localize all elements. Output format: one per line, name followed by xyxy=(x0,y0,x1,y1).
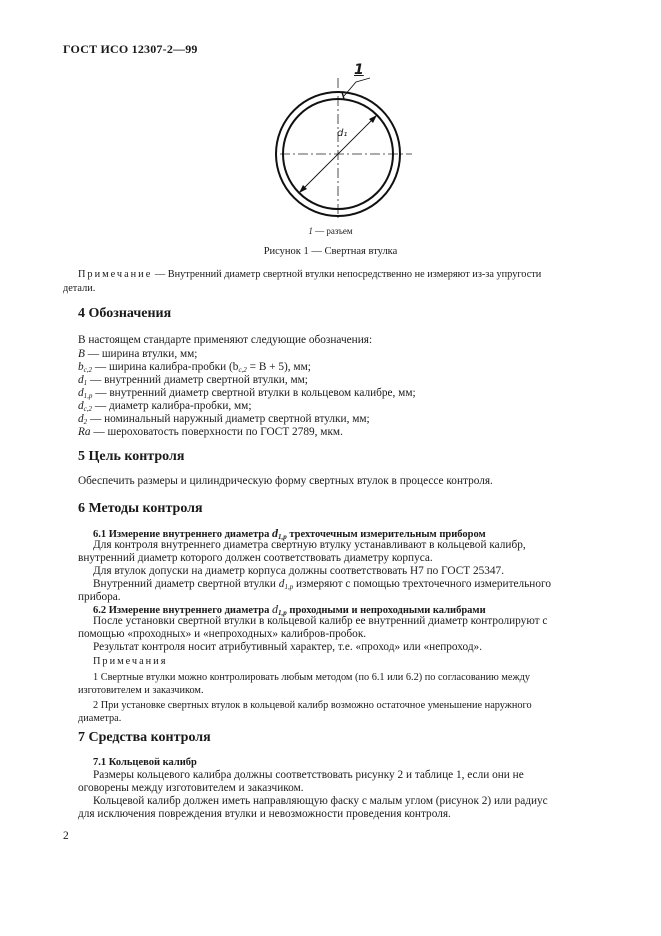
section-7-heading: 7 Средства контроля xyxy=(78,730,211,745)
paragraph: Внутренний диаметр свертной втулки $d_{1,p}$ измеряют с помощью трехточечного измерительного xyxy=(93,578,552,591)
subsection-6-2-heading: 6.2 Измерение внутреннего диаметра $d_{1,p}$ проходными и непроходными калибрами xyxy=(93,602,486,617)
note-label: Примечание xyxy=(78,269,153,280)
page-number: 2 xyxy=(63,830,69,842)
note-paragraph: Примечание — Внутренний диаметр свертной втулки непосредственно не измеряют из-за упругости детали. xyxy=(63,269,542,294)
section-5-heading: 5 Цель контроля xyxy=(78,449,185,464)
note-item: 1 Свертные втулки можно контролировать любым методом (по 6.1 или 6.2) по согласованию между xyxy=(93,672,530,683)
paragraph: прибора. xyxy=(78,591,121,603)
paragraph: оговорены между изготовителем и заказчиком. xyxy=(78,782,304,794)
symbol-item: B — ширина втулки, мм; xyxy=(78,348,198,360)
symbol-item: $b_{c,2}$ — ширина калибра-пробки $(b_{c,2} = B + 5)$, мм; xyxy=(78,361,311,374)
section-5-text: Обеспечить размеры и цилиндрическую форму свертных втулок в процессе контроля. xyxy=(78,475,493,487)
notes-label: Примечания xyxy=(93,656,168,667)
callout-number: 1 xyxy=(354,62,364,78)
paragraph: Для контроля внутреннего диаметра свертную втулку устанавливают в кольцевой калибр, xyxy=(93,539,526,551)
paragraph: Кольцевой калибр должен иметь направляющую фаску с малым углом (рисунок 2) или радиус xyxy=(93,795,548,807)
section-6-heading: 6 Методы контроля xyxy=(78,501,203,516)
subsection-6-1-heading: 6.1 Измерение внутреннего диаметра $d_{1,p}$ трехточечным измерительным прибором xyxy=(93,526,486,541)
document-header: ГОСТ ИСО 12307-2—99 xyxy=(63,42,198,56)
paragraph: После установки свертной втулки в кольцевой калибр ее внутренний диаметр контролируют с xyxy=(93,615,548,627)
note-item: изготовителем и заказчиком. xyxy=(78,685,204,696)
section-4-intro: В настоящем стандарте применяют следующие обозначения: xyxy=(78,334,373,346)
symbol-item: $d_{1,p}$ — внутренний диаметр свертной втулки в кольцевом калибре, мм; xyxy=(78,387,416,400)
figure-caption: Рисунок 1 — Свертная втулка xyxy=(263,246,398,257)
paragraph: Для втулок допуски на диаметр корпуса должны соответствовать H7 по ГОСТ 25347. xyxy=(93,565,505,577)
paragraph: Размеры кольцевого калибра должны соответствовать рисунку 2 и таблице 1, если они не xyxy=(93,769,524,781)
paragraph: Результат контроля носит атрибутивный характер, т.е. «проход» или «непроход». xyxy=(93,641,483,653)
paragraph: помощью «проходных» и «непроходных» калибров-пробок. xyxy=(78,628,367,640)
note-item: диаметра. xyxy=(78,713,122,724)
symbol-item: $d_{c,2}$ — диаметр калибра-пробки, мм; xyxy=(78,400,252,413)
paragraph: для исключения повреждения втулки и невозможности проведения контроля. xyxy=(78,808,451,820)
figure-legend: 1 — разъем xyxy=(308,226,353,236)
diameter-label: d₁ xyxy=(337,128,348,139)
symbol-item: $d_2$ — номинальный наружный диаметр свертной втулки, мм; xyxy=(78,413,370,426)
paragraph: внутренний диаметр которого должен соответствовать диаметру корпуса. xyxy=(78,552,433,564)
symbol-item: Ra — шероховатость поверхности по ГОСТ 2789, мкм. xyxy=(78,426,343,438)
note-item: 2 При установке свертных втулок в кольцевой калибр возможно остаточное уменьшение наружного xyxy=(93,700,532,711)
figure-1 xyxy=(272,62,412,223)
section-4-heading: 4 Обозначения xyxy=(78,306,172,321)
symbol-item: $d_1$ — внутренний диаметр свертной втулки, мм; xyxy=(78,374,308,387)
bushing-drawing xyxy=(272,68,412,218)
subsection-7-1-heading: 7.1 Кольцевой калибр xyxy=(93,757,197,768)
